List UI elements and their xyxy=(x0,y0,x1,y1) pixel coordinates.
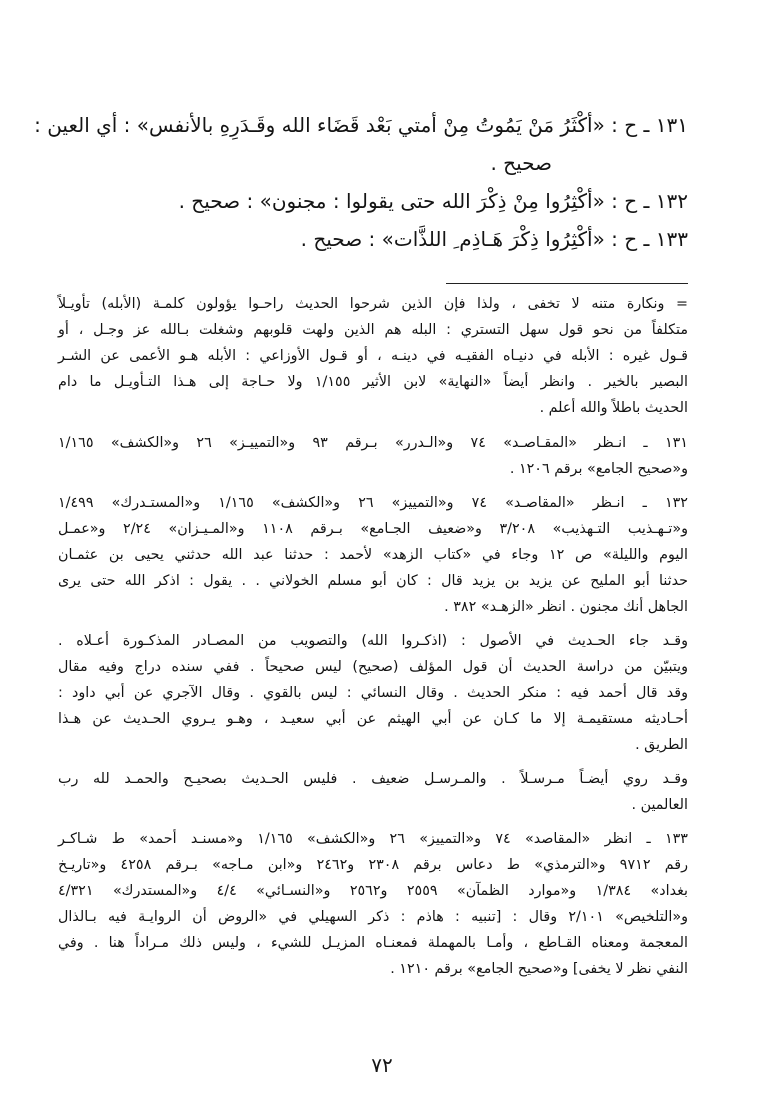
footnote-line: و«التلخيص» ٢/١٠١ وقال : [تنبيه : هاذم : ذكر السهيلي في «الروض أن الروايـة فيه بـالذال xyxy=(58,909,688,925)
footnote-line: وقـد روي أيضـاً مـرسـلاً . والمـرسـل ضعيف . فليس الحـديث بصحيـح والحمـد لله رب xyxy=(58,771,688,787)
footnote-line: رقم ٩٧١٢ و«الترمذي» ط دعاس برقم ٢٣٠٨ و٢٤٦٢ و«ابن مـاجه» بـرقم ٤٢٥٨ و«تاريـخ xyxy=(58,857,688,873)
footnote-line: و«صحيح الجامع» برقم ١٢٠٦ . xyxy=(509,461,688,477)
footnote-line: بغداد» ١/٣٨٤ و«موارد الظمآن» ٢٥٥٩ و٢٥٦٢ و«النسـائي» ٤/٤ و«المستدرك» ٤/٣٢١ xyxy=(58,883,689,899)
footnote-divider xyxy=(446,283,688,284)
footnote-line: حدثنا أبو المليح عن يزيد بن يزيد قال : كان أبو مسلم الخولاني . . يقول : اذكر الله حتى يرى xyxy=(58,573,688,589)
hadith-131-grade: صحيح . xyxy=(490,151,552,175)
footnote-line: العالمين . xyxy=(631,797,688,813)
footnote-line: متكلفاً من نحو قول سهل التستري : البله هم الذين ولهت قلوبهم وشغلت بـالله عز وجـل ، أو xyxy=(58,322,688,338)
page-number: ٧٢ xyxy=(371,1053,393,1077)
footnote-line: الحديث باطلاً والله أعلم . xyxy=(539,400,688,416)
hadith-133: ١٣٣ ـ ح : «أكْثِرُوا ذِكْرَ هَـاذِم ِ اللذَّات» : صحيح . xyxy=(300,227,688,251)
hadith-131: ١٣١ ـ ح : «أكْثَرُ مَنْ يَمُوتُ مِنْ أمتي بَعْد قَضَاء الله وقَـدَرِهِ بالأنفس» : أي العين : xyxy=(34,113,688,137)
footnote-line: وقـد جاء الحـديث في الأصول : (اذكـروا الله) والتصويب من المصـادر المذكـورة أعـلاه . xyxy=(58,633,688,649)
footnote-line: وقد قال أحمد فيه : منكر الحديث . وقال النسائي : ليس بالقوي . وقال الآجري عن أبي داود : xyxy=(58,685,688,701)
footnote-133: ١٣٣ ـ انظر «المقاصد» ٧٤ و«التمييز» ٢٦ و«الكشف» ١/١٦٥ و«مسنـد أحمد» ط شـاكـر xyxy=(58,831,688,847)
footnote-line: الطريق . xyxy=(635,737,688,753)
footnote-line: قـول غيره : الأبله في دنيـاه الفقيـه في دينـه ، أو قـول الأوزاعي : الأبله هـو الأعمى عن الشـر xyxy=(58,348,688,364)
footnote-line: و«تـهـذيب التـهذيب» ٣/٢٠٨ و«ضعيف الجـامع» بـرقم ١١٠٨ و«المـيـزان» ٢/٢٤ و«عمـل xyxy=(58,521,688,537)
footnote-line: = ونكارة متنه لا تخفى ، ولذا فإن الذين شرحوا الحديث راحـوا يؤولون كلمـة (الأبله) تأويـلاً xyxy=(58,296,688,312)
footnote-131: ١٣١ ـ انـظر «المقـاصـد» ٧٤ و«الـدرر» بـرقم ٩٣ و«التمييـز» ٢٦ و«الكشف» ١/١٦٥ xyxy=(58,435,688,451)
footnote-132: ١٣٢ ـ انـظر «المقاصـد» ٧٤ و«التمييز» ٢٦ و«الكشف» ١/١٦٥ و«المستـدرك» ١/٤٩٩ xyxy=(58,495,688,511)
footnote-line: اليوم والليلة» ص ١٢ وجاء في «كتاب الزهد» لأحمد : حدثنا عبد الله حدثني يحيى بن عثمـان xyxy=(58,547,688,563)
footnote-line: ويتبيّن من دراسة الحديث أن قول المؤلف (صحيح) ليس صحيحاً . ففي سنده دراج وفيه مقال xyxy=(58,659,688,675)
footnote-line: النفي نظر لا يخفى] و«صحيح الجامع» برقم ١٢١٠ . xyxy=(390,961,688,977)
footnote-line: الجاهل أنك مجنون . انظر «الزهـد» ٣٨٢ . xyxy=(444,599,688,615)
footnote-line: أحـاديثه مستقيمـة إلا ما كـان عن أبي الهيثم عن أبي سعيـد ، وهـو يـروي الحـديث عن هـذا xyxy=(58,711,688,727)
footnote-line: البصير بالخير . وانظر أيضاً «النهاية» لابن الأثير ١/١٥٥ ولا حـاجة إلى هـذا التـأويـل ما دام xyxy=(58,374,688,390)
hadith-132: ١٣٢ ـ ح : «أكْثِرُوا مِنْ ذِكْرَ الله حتى يقولوا : مجنون» : صحيح . xyxy=(178,189,688,213)
footnote-line: المعجمة ومعناه القـاطع ، وأمـا بالمهملة فمعنـاه المزيـل للشيء ، وليس ذلك مـراداً هنا . وفي xyxy=(58,935,688,951)
